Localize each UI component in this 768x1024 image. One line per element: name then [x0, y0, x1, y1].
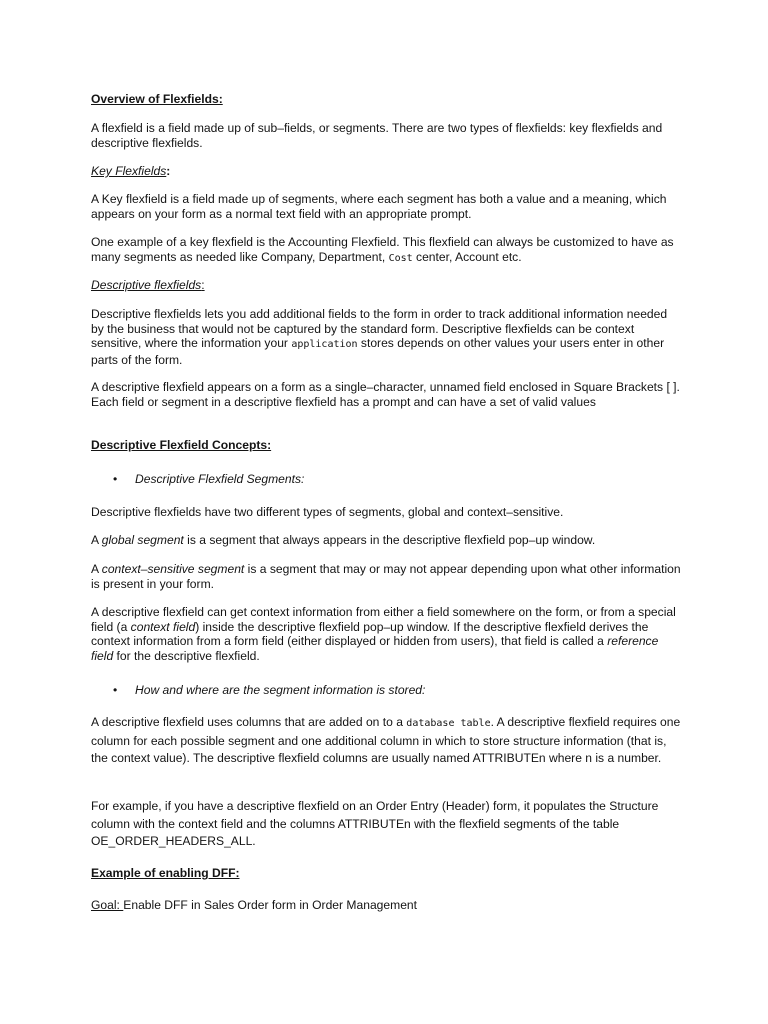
- context-sensitive-term: context–sensitive segment: [101, 562, 245, 576]
- concepts-heading: Descriptive Flexfield Concepts:: [91, 438, 272, 452]
- global-segment-paragraph: [91, 533, 681, 548]
- key-flexfield-example-text-2: center, Account etc.: [412, 249, 522, 264]
- key-flexfield-definition: A Key flexfield is a field made up of segments, where each segment has both a value and a meaning, which appears on your form as a normal text field with an appropriate prompt.: [91, 192, 667, 221]
- bullet-dot: •: [113, 472, 118, 486]
- storage-paragraph: [91, 714, 681, 768]
- descriptive-flexfield-definition-mono: application: [291, 339, 358, 351]
- storage-text-1: A descriptive flexfield uses columns that are added on to a: [91, 715, 407, 729]
- key-flexfield-example: [91, 235, 681, 266]
- storage-text-2: . A descriptive flexfield requires one column for each possible segment and one additional column in which to store structure information (that is, the context value). The descriptive flexfield columns are usually named ATTRIBUTEn where n is a number.: [91, 715, 681, 765]
- storage-mono: database table: [406, 718, 491, 729]
- context-sensitive-segment-paragraph: [91, 562, 681, 591]
- key-flexfield-example-text-1: One example of a key flexfield is the Accounting Flexfield. This flexfield can always be customized to have as many segments as needed like Company, Department,: [91, 235, 674, 264]
- descriptive-flexfields-heading-text: Descriptive flexfields: [91, 278, 202, 292]
- descriptive-flexfields-heading: [91, 278, 681, 293]
- enable-dff-heading: Example of enabling DFF:: [91, 866, 240, 880]
- descriptive-flexfields-heading-colon: :: [201, 278, 205, 292]
- global-segment-term: global segment: [101, 533, 184, 547]
- segments-types-paragraph: Descriptive flexfields have two different types of segments, global and context–sensitive.: [91, 505, 564, 519]
- descriptive-flexfield-appearance: A descriptive flexfield appears on a form as a single–character, unnamed field enclosed in Square Brackets [ ]. Each field or segment in a descriptive flexfield has a prompt and can have a set of valid values: [91, 380, 680, 409]
- goal-line: [91, 898, 681, 913]
- descriptive-flexfield-definition-text-1: Descriptive flexfields lets you add additional fields to the form in order to track additional information needed by the business that would not be captured by the standard form. Descriptive flexfields can be context sensitive, where the information your: [91, 307, 668, 351]
- overview-heading: Overview of Flexfields:: [91, 92, 223, 106]
- descriptive-flexfield-definition: [91, 307, 681, 367]
- global-segment-text-1: A: [91, 533, 102, 547]
- intro-paragraph: A flexfield is a field made up of sub–fields, or segments. There are two types of flexfields: key flexfields and descriptive flexfields.: [91, 121, 663, 150]
- context-field-term: context field: [130, 619, 196, 634]
- context-information-text-1: A descriptive flexfield can get context information from either a field somewhere on the form, or from a special field (a: [91, 605, 676, 634]
- context-information-paragraph: [91, 605, 681, 663]
- key-flexfields-heading-colon: :: [166, 164, 171, 178]
- bullet-segments-text: Descriptive Flexfield Segments:: [135, 472, 305, 486]
- bullet-dot: •: [113, 683, 118, 697]
- reference-field-term: reference field: [91, 634, 659, 663]
- key-flexfields-heading: [91, 164, 681, 179]
- key-flexfield-example-mono: Cost: [388, 252, 413, 264]
- goal-label: Goal:: [91, 898, 124, 912]
- example-paragraph: For example, if you have a descriptive flexfield on an Order Entry (Header) form, it populates the Structure column with the context field and the columns ATTRIBUTEn with the flexfield segments of the table OE_ORDER_HEADERS_ALL.: [91, 799, 659, 848]
- context-sensitive-text-2: is a segment that may or may not appear depending upon what other information is present in your form.: [91, 562, 681, 591]
- global-segment-text-2: is a segment that always appears in the descriptive flexfield pop–up window.: [183, 533, 596, 547]
- bullet-storage-text: How and where are the segment information is stored:: [135, 683, 426, 697]
- context-information-text-2: ) inside the descriptive flexfield pop–up window. If the descriptive flexfield derives the context information from a form field (either displayed or hidden from users), that field is called a: [91, 619, 649, 649]
- context-information-text-3: for the descriptive flexfield.: [113, 648, 260, 663]
- goal-text: Enable DFF in Sales Order form in Order Management: [123, 898, 418, 912]
- key-flexfields-heading-text: Key Flexfields: [91, 164, 167, 178]
- context-sensitive-text-1: A: [91, 562, 102, 576]
- descriptive-flexfield-definition-text-2: stores depends on other values your users enter in other parts of the form.: [91, 336, 665, 367]
